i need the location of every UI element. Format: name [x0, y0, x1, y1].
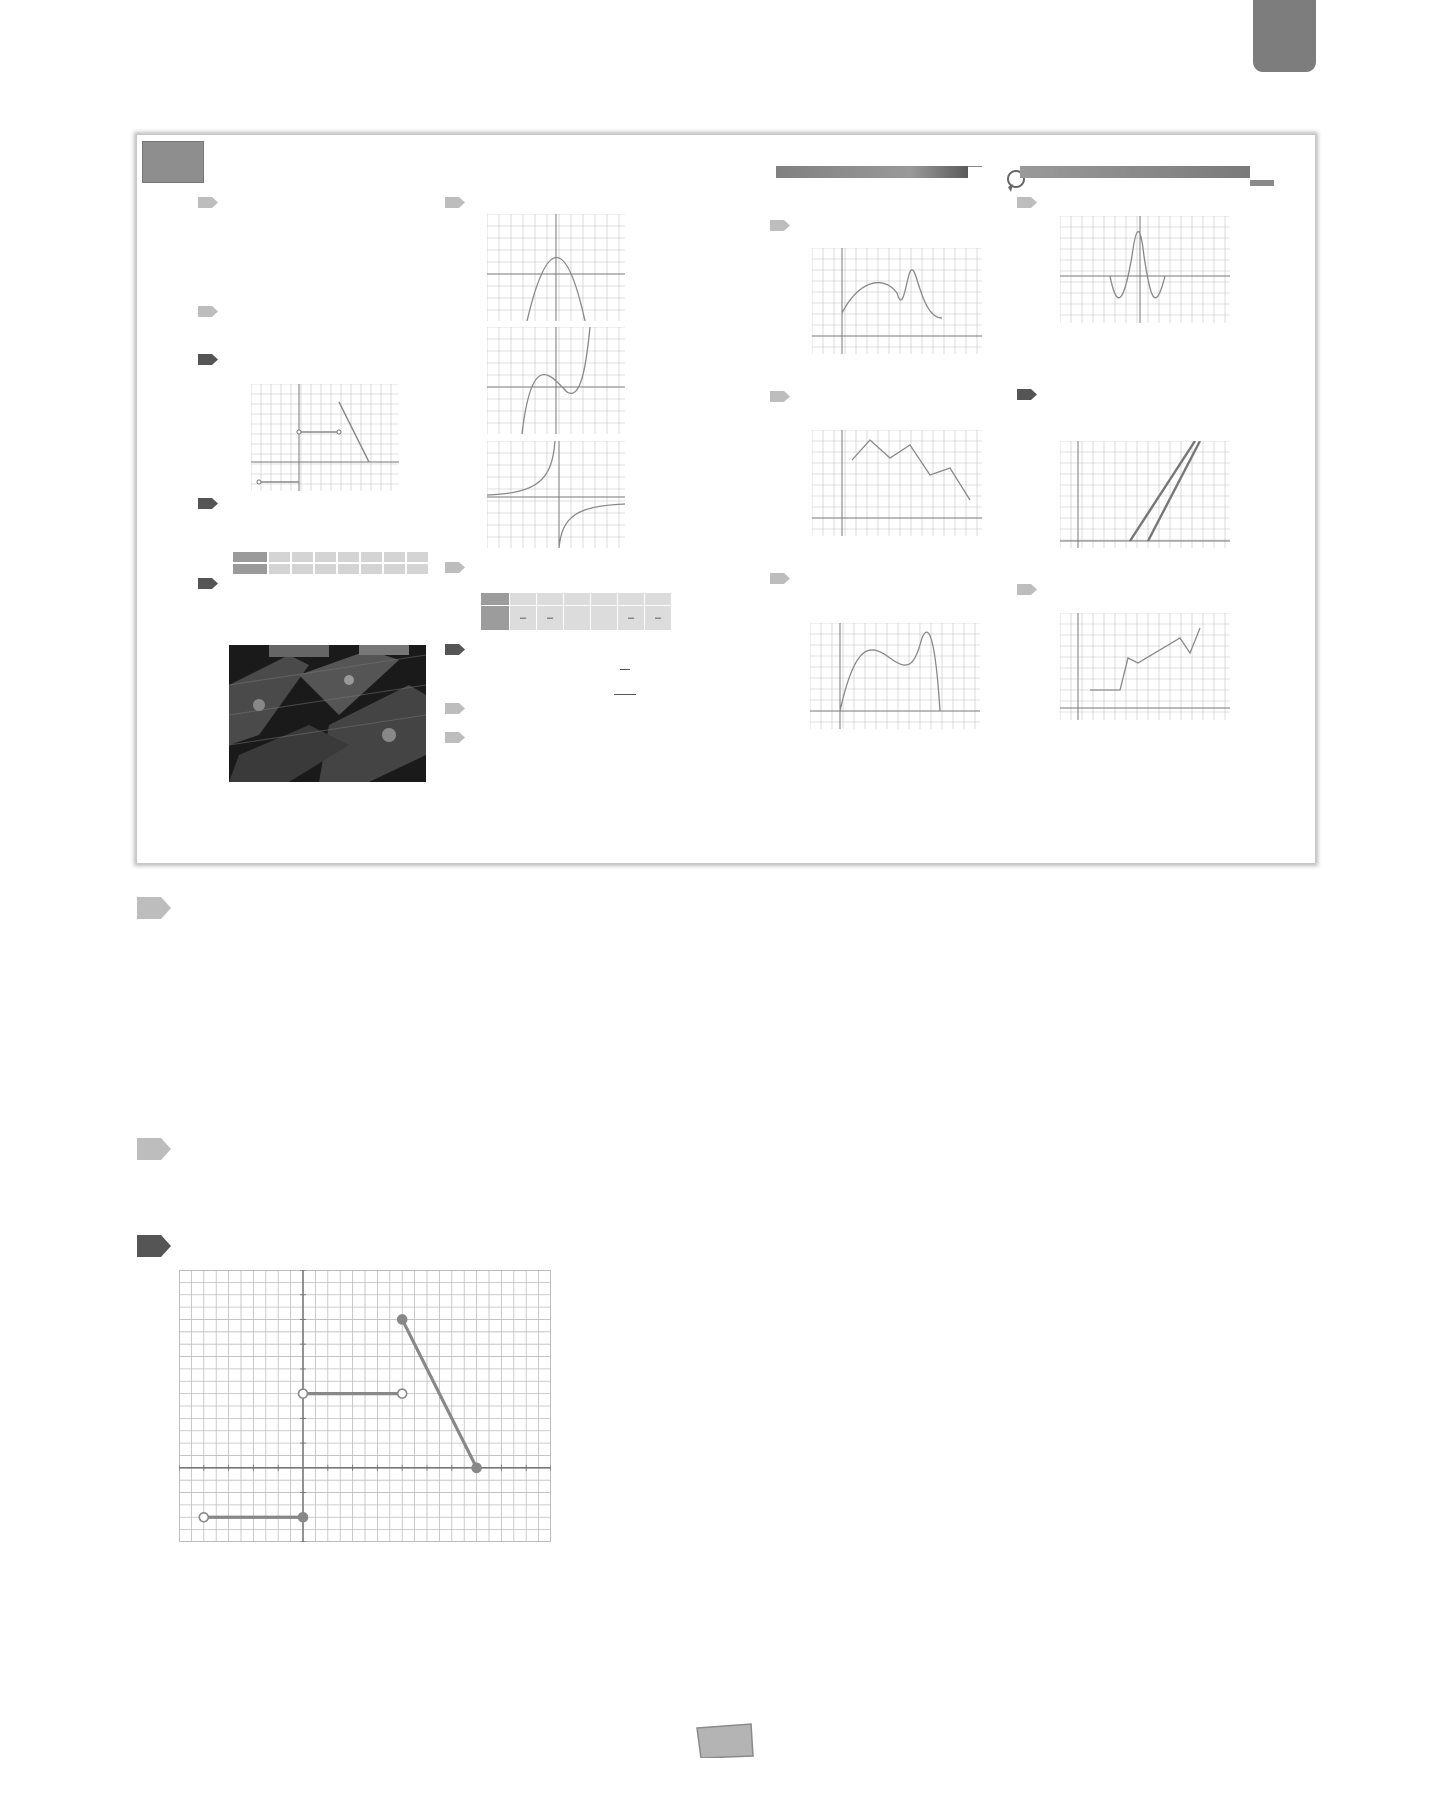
thumb-arrow-6: [445, 197, 465, 208]
thumb-arrow-16: [1017, 584, 1037, 595]
thumb-graph-wave-1: [812, 248, 982, 354]
thumb-arrow-2: [198, 306, 218, 317]
thumb-graph-steps: [1060, 613, 1230, 720]
thumb-graph-parabola: [487, 214, 625, 321]
thumb-table-a: [232, 551, 429, 575]
thumb-arrow-8: [445, 644, 465, 655]
closed-endpoint: [398, 1315, 407, 1324]
closed-endpoint: [299, 1513, 308, 1522]
table-b-cell: [591, 606, 618, 631]
table-b-cell: –: [645, 606, 672, 631]
thumb-arrow-3: [198, 354, 218, 365]
table-b-cell: [564, 593, 591, 606]
table-b-cell: [645, 593, 672, 606]
lesson-badge: [142, 141, 204, 183]
thumb-arrow-11: [770, 220, 790, 231]
thumb-arrow-12: [770, 391, 790, 402]
thumb-graph-lines: [1060, 441, 1230, 548]
table-b-cell: [564, 606, 591, 631]
section-arrow-3: [137, 1235, 171, 1262]
table-b-cell: [591, 593, 618, 606]
table-b-cell: [510, 593, 537, 606]
table-b-cell: [618, 593, 645, 606]
thumb-arrow-9: [445, 703, 465, 714]
table-b-cell: [481, 606, 510, 631]
table-b-cell: –: [510, 606, 537, 631]
thumb-table-b: [480, 592, 672, 631]
table-b-cell: [481, 593, 510, 606]
thumb-arrow-4: [198, 498, 218, 509]
page-number-tab: [695, 1722, 755, 1758]
closed-endpoint: [472, 1463, 481, 1472]
section-header-bar-2: [1020, 166, 1250, 178]
table-b-cell: –: [537, 606, 564, 631]
pinball-photo: [229, 645, 426, 782]
thumb-arrow-5: [198, 578, 218, 589]
section-arrow-1: [137, 897, 171, 924]
fraction-bar-short: [620, 669, 630, 670]
thumb-arrow-14: [1017, 197, 1037, 208]
thumb-arrow-15: [1017, 389, 1037, 400]
open-endpoint: [398, 1389, 407, 1398]
graph-grid: [179, 1270, 551, 1542]
thumb-graph-zigzag: [812, 430, 982, 536]
section-header-bar: [776, 166, 968, 178]
section-header-tag: [1250, 180, 1274, 186]
thumb-arrow-10: [445, 732, 465, 743]
table-b-cell: [537, 593, 564, 606]
thumb-graph-peak: [1060, 216, 1230, 323]
piecewise-function-graph: [179, 1270, 551, 1542]
thumb-graph-cubic: [487, 327, 625, 434]
table-b-cell: –: [618, 606, 645, 631]
section-arrow-2: [137, 1138, 171, 1165]
photo-illustration: [229, 645, 426, 782]
thumb-graph-wave-2: [810, 623, 980, 729]
thumb-arrow-13: [770, 573, 790, 584]
thumb-graph-hyperbola: [487, 441, 625, 548]
thumb-graph-piecewise: [251, 384, 399, 491]
open-endpoint: [199, 1513, 208, 1522]
thumb-arrow-7: [445, 562, 465, 573]
fraction-bar-long: [614, 694, 636, 695]
thumb-arrow-1: [198, 197, 218, 208]
open-endpoint: [299, 1389, 308, 1398]
corner-tab: [1253, 0, 1316, 72]
